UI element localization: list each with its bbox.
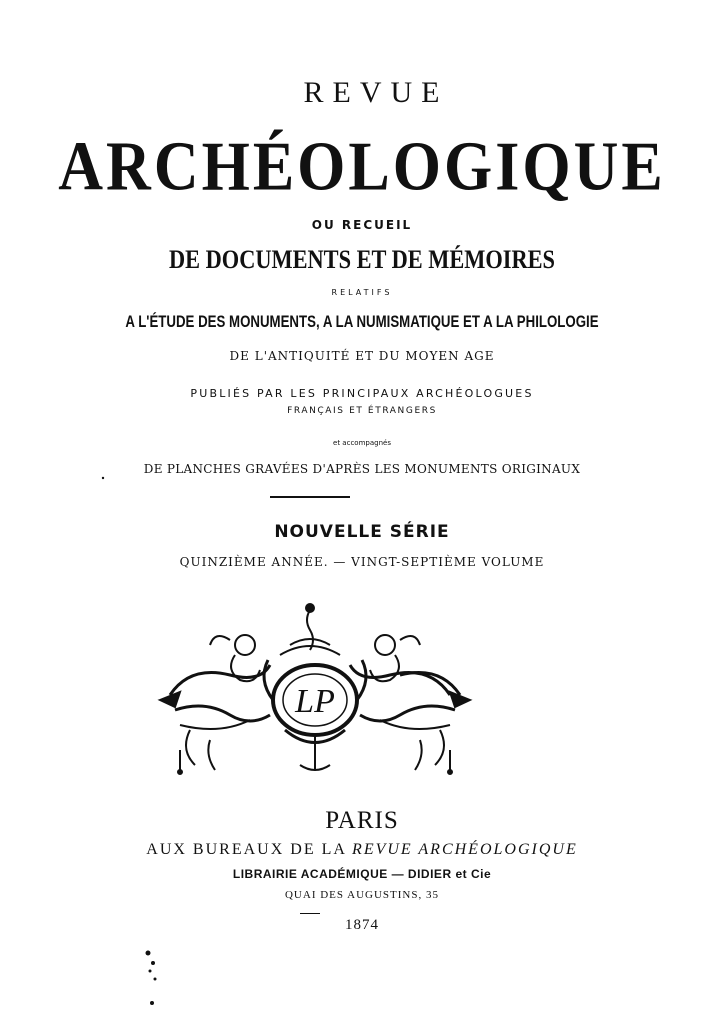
series-heading: NOUVELLE SÉRIE bbox=[274, 522, 450, 542]
divider-rule bbox=[270, 496, 350, 498]
journal-title-archeologique: ARCHÉOLOGIQUE bbox=[58, 128, 666, 206]
subtitle-etude: A L'ÉTUDE DES MONUMENTS, A LA NUMISMATIQUE ET A LA PHILOLOGIE bbox=[125, 312, 599, 331]
ornament-monogram: LP bbox=[295, 683, 335, 720]
year-rule bbox=[300, 913, 320, 914]
series-volume: QUINZIÈME ANNÉE. — VINGT-SEPTIÈME VOLUME bbox=[179, 555, 545, 569]
subtitle-francais: FRANÇAIS ET ÉTRANGERS bbox=[287, 406, 437, 416]
imprint-bureaux-prefix: AUX BUREAUX DE LA bbox=[146, 841, 347, 858]
imprint-bureaux bbox=[0, 842, 724, 858]
journal-title-revue: REVUE bbox=[303, 76, 449, 109]
subtitle-documents: DE DOCUMENTS ET DE MÉMOIRES bbox=[169, 245, 555, 274]
subtitle-accompagnes: et accompagnés bbox=[333, 439, 391, 447]
subtitle-relatifs: RELATIFS bbox=[331, 288, 393, 297]
printer-ornament-vignette bbox=[150, 600, 570, 775]
imprint-librairie: LIBRAIRIE ACADÉMIQUE — DIDIER et Cie bbox=[232, 867, 492, 881]
subtitle-publies: PUBLIÉS PAR LES PRINCIPAUX ARCHÉOLOGUES bbox=[190, 387, 534, 400]
imprint-address: QUAI DES AUGUSTINS, 35 bbox=[284, 889, 439, 901]
imprint-city: PARIS bbox=[325, 807, 399, 834]
imprint-bureaux-title: REVUE ARCHÉOLOGIQUE bbox=[352, 841, 578, 858]
subtitle-planches: DE PLANCHES GRAVÉES D'APRÈS LES MONUMENTS ORIGINAUX bbox=[143, 462, 581, 476]
subtitle-ou-recueil: OU RECUEIL bbox=[311, 218, 413, 232]
imprint-year: 1874 bbox=[345, 917, 379, 933]
subtitle-antiquite: DE L'ANTIQUITÉ ET DU MOYEN AGE bbox=[229, 349, 495, 363]
